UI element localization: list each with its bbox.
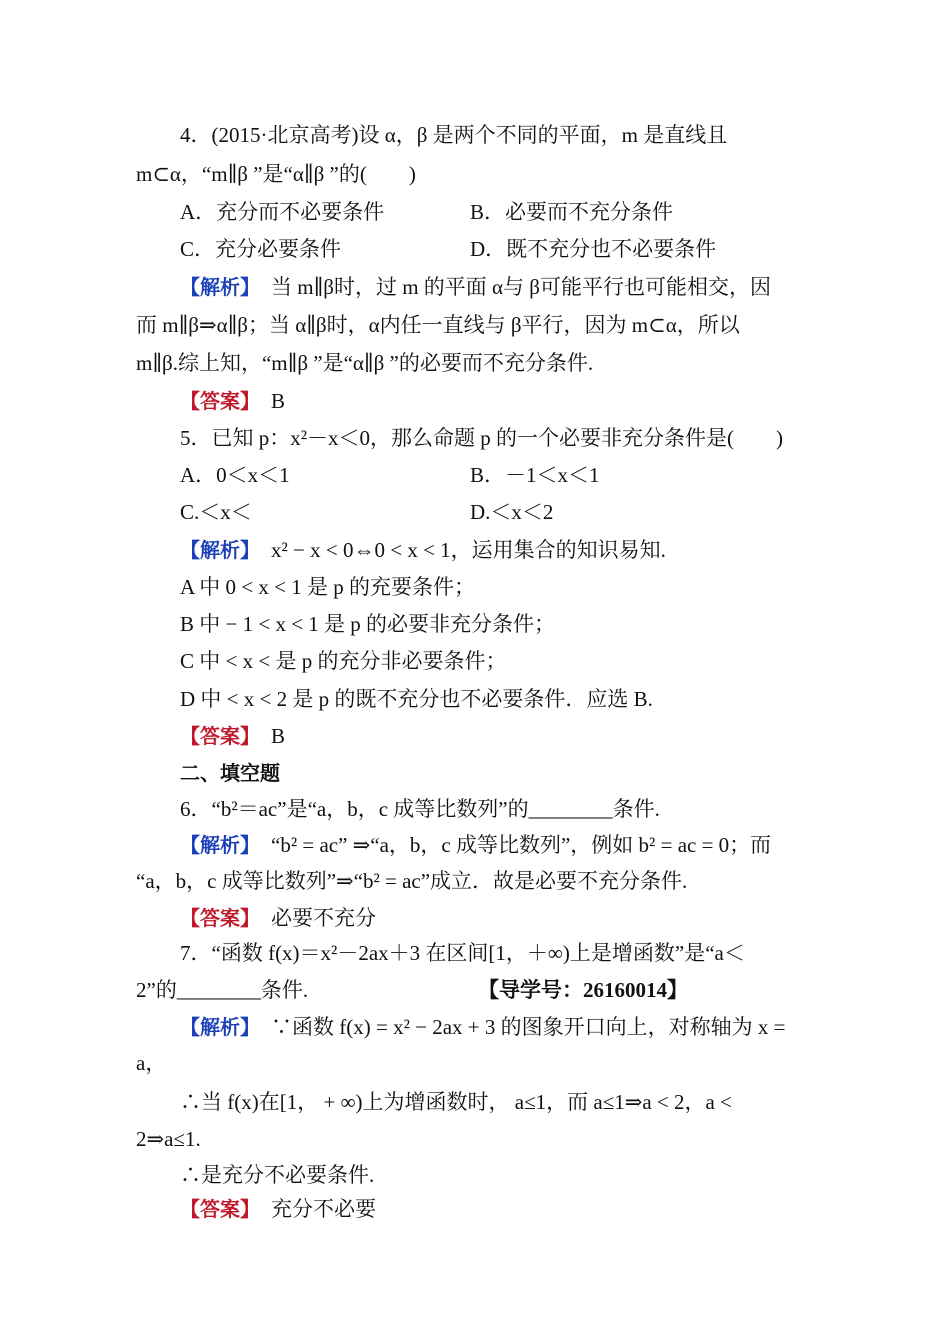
q7-analysis-line1 [180, 1012, 840, 1042]
q5-analysis-line2: A 中 0 < x < 1 是 p 的充要条件； [180, 575, 475, 599]
q4-analysis-text1: 当 m∥β时，过 m 的平面 α与 β可能平行也可能相交，因 [250, 275, 771, 299]
q5-answer-tag: 【答案】 [180, 724, 250, 748]
section-heading: 二、填空题 [180, 761, 280, 785]
q7-source-number: 【导学号：26160014】 [478, 978, 688, 1002]
q6-answer-text: 必要不充分 [250, 906, 376, 930]
q7-stem-line1: 7．“函数 f(x)＝x²－2ax＋3 在区间[1，＋∞)上是增函数”是“a＜ [180, 941, 745, 965]
q4-analysis-line3: m∥β.综上知，“m∥β ”是“α∥β ”的必要而不充分条件. [136, 351, 594, 375]
q7-stem-blank: 2”的________条件. [136, 978, 309, 1002]
q6-analysis-text1: “b² = ac” ⇒“a，b，c 成等比数列”，例如 b² = ac = 0；而 [250, 833, 772, 857]
q4-option-c: C．充分必要条件 [180, 237, 342, 261]
q7-analysis-line3: ∴当 f(x)在[1， + ∞)上为增函数时， a≤1，而 a≤1⇒a < 2，a < [180, 1090, 732, 1114]
q5-analysis-tag: 【解析】 [180, 538, 250, 562]
q6-analysis-tag: 【解析】 [180, 833, 250, 857]
q4-answer-text: B [250, 389, 286, 413]
q4-stem-line2: m⊂α，“m∥β ”是“α∥β ”的( ) [136, 162, 416, 186]
q6-analysis-line1 [180, 830, 840, 860]
q7-answer-text: 充分不必要 [250, 1197, 376, 1221]
q5-option-c: C.＜x＜ [180, 500, 252, 524]
q4-answer-tag: 【答案】 [180, 389, 250, 413]
q5-option-a: A．0＜x＜1 [180, 463, 290, 487]
q5-analysis-line1 [180, 535, 840, 565]
q7-analysis-text1: ∵函数 f(x) = x² − 2ax + 3 的图象开口向上，对称轴为 x = [250, 1015, 786, 1039]
q5-stem-line1: 5．已知 p：x²－x＜0，那么命题 p 的一个必要非充分条件是( ) [180, 426, 784, 450]
q4-answer-line [180, 386, 840, 416]
q4-stem-line1: 4．(2015·北京高考)设 α，β 是两个不同的平面，m 是直线且 [180, 123, 728, 147]
q7-analysis-line2: a， [136, 1051, 167, 1075]
q4-analysis-tag: 【解析】 [180, 275, 250, 299]
q7-answer-line [180, 1194, 840, 1224]
q5-analysis-line3: B 中 − 1 < x < 1 是 p 的必要非充分条件； [180, 612, 556, 636]
q5-option-b: B．－1＜x＜1 [470, 463, 600, 487]
q7-analysis-line5: ∴是充分不必要条件. [180, 1163, 375, 1187]
q6-answer-line [180, 903, 840, 933]
q7-analysis-line4: 2⇒a≤1. [136, 1127, 201, 1151]
q5-answer-text: B [250, 724, 286, 748]
q5-analysis-line4: C 中 < x < 是 p 的充分非必要条件； [180, 649, 507, 673]
q6-answer-tag: 【答案】 [180, 906, 250, 930]
q4-option-b: B．必要而不充分条件 [470, 200, 674, 224]
q4-option-a: A．充分而不必要条件 [180, 200, 385, 224]
q5-analysis-line5: D 中 < x < 2 是 p 的既不充分也不必要条件．应选 B. [180, 687, 653, 711]
q7-analysis-tag: 【解析】 [180, 1015, 250, 1039]
q4-option-d: D．既不充分也不必要条件 [470, 237, 717, 261]
q6-analysis-line2: “a，b，c 成等比数列”⇒“b² = ac”成立．故是必要不充分条件. [136, 869, 688, 893]
q7-answer-tag: 【答案】 [180, 1197, 250, 1221]
q4-analysis-line1 [180, 272, 840, 302]
q5-option-d: D.＜x＜2 [470, 500, 554, 524]
q6-stem-line1: 6．“b²＝ac”是“a，b，c 成等比数列”的________条件. [180, 797, 660, 821]
q5-answer-line [180, 721, 840, 751]
q4-analysis-line2: 而 m∥β⇒α∥β；当 α∥β时，α内任一直线与 β平行，因为 m⊂α，所以 [136, 313, 740, 337]
q5-analysis-text1: x² − x < 0⇔0 < x < 1，运用集合的知识易知. [250, 538, 666, 562]
